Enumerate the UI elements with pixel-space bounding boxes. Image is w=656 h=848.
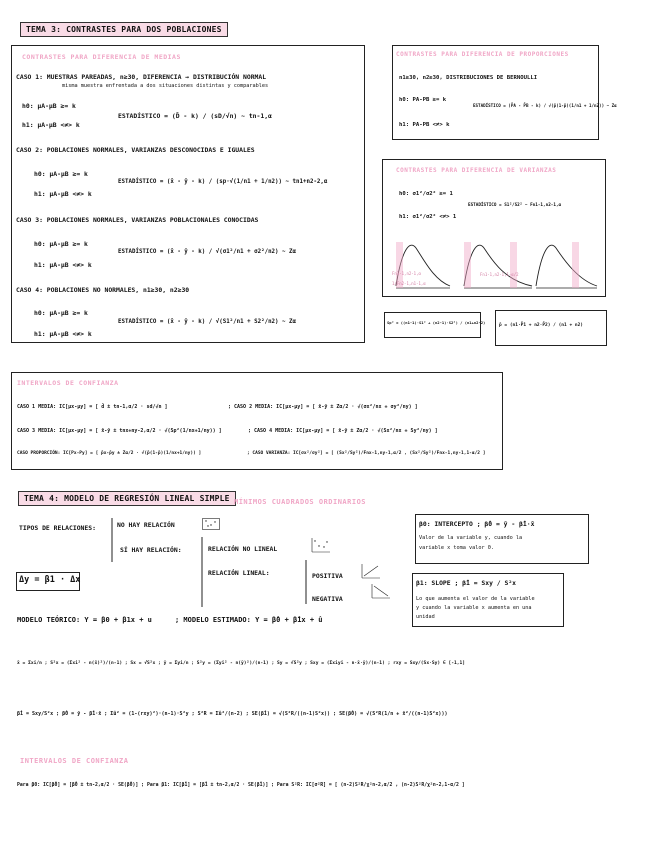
caso4-label: CASO 4: POBLACIONES NO NORMALES, n1≥30, n2≥30	[16, 286, 190, 294]
slope-title: β1: SLOPE ; β̂1 = Sxy / S²x	[416, 579, 517, 587]
var-h1: h1: σ1²/σ2² <≠> 1	[399, 214, 457, 220]
tipos-relaciones: TIPOS DE RELACIONES:	[19, 524, 96, 532]
caso2-label: CASO 2: POBLACIONES NORMALES, VARIANZAS DESCONOCIDAS E IGUALES	[16, 146, 255, 154]
scatter-none-icon	[202, 518, 220, 530]
caso4-stat: ESTADÍSTICO = (x̄ - ȳ - k) / √(S1²/n1 + S2²/n2) ~ Zα	[118, 319, 296, 325]
var-label-low: 1/Fn2-1,n1-1,α	[392, 281, 426, 286]
proporciones-heading: CONTRASTES PARA DIFERENCIA DE PROPORCIONES	[396, 51, 569, 58]
modelo-teorico: MODELO TEÓRICO: Y = β0 + β1x + u	[17, 616, 152, 624]
formulas-line2: β̂1 = Sxy/S²x ; β̂0 = ȳ - β̂1·x̄ ; Σû² = (1-(rxy)²)·(n-1)·S²y ; S²R = Σû²/(n-2) ; SE(β̂1) = √(S²R/((n-1)S²x)) ; SE(β̂0) = √(S²R(1/n + x̄²/((n-1)S²x)))	[17, 711, 448, 717]
caso2-h1: h1: μA-μB <≠> k	[34, 190, 92, 198]
tema3-title: TEMA 3: CONTRASTES PARA DOS POBLACIONES	[20, 22, 228, 37]
caso1-h1: h1: μA-μB <≠> k	[22, 121, 80, 129]
prop-h1: h1: PA-PB <≠> k	[399, 122, 450, 128]
caso1-stat: ESTADÍSTICO = (D̄ - k) / (sD/√n) ~ tn-1,α	[118, 112, 272, 120]
var-h0: h0: σ1²/σ2² ≥= 1	[399, 191, 453, 197]
ic-caso3: CASO 3 MEDIA: IC[μx-μy] = [ x̄-ȳ ± tnx+ny-2,α/2 · √(Sp²(1/nx+1/ny)) ]	[17, 428, 222, 434]
var-label-left: Fn1-1,n2-1,α	[392, 271, 421, 276]
intercept-desc1: Valor de la variable y, cuando la	[419, 535, 523, 541]
slope-desc2: y cuando la variable x aumenta en una	[416, 605, 532, 611]
intercept-title: β0: INTERCEPTO ; β̂0 = ȳ - β̂1·x̄	[419, 520, 535, 528]
caso1-h0: h0: μA-μB ≥= k	[22, 102, 76, 110]
sp-formula: Sp² = ((n1-1)·S1² + (n2-1)·S2²) / (n1+n2-2)	[387, 320, 486, 325]
p-pooled-formula: p̂ = (n1·P̂1 + n2·P̂2) / (n1 + n2)	[499, 323, 583, 328]
caso1-label: CASO 1: MUESTRAS PAREADAS, n≥30, DIFERENCIA → DISTRIBUCIÓN NORMAL	[16, 73, 267, 81]
formulas-line1: x̄ = Σxi/n ; S²x = (Σxi² - n(x̄)²)/(n-1) ; Sx = √S²x ; ȳ = Σyi/n ; S²y = (Σyi² - n(ȳ)²)/(n-1) ; Sy = √S²y ; Sxy = (Σxiyi - n·x̄·ȳ)/(n-1) ; rxy = Sxy/(Sx·Sy) ∈ [-1,1]	[17, 661, 466, 666]
scatter-positive-icon	[360, 562, 382, 580]
caso3-stat: ESTADÍSTICO = (x̄ - ȳ - k) / √(σ1²/n1 + σ2²/n2) ~ Zα	[118, 249, 296, 255]
caso3-h0: h0: μA-μB ≥= k	[34, 240, 88, 248]
caso2-h0: h0: μA-μB ≥= k	[34, 170, 88, 178]
ic-caso4: ; CASO 4 MEDIA: IC[μx-μy] = [ x̄-ȳ ± Zα/2 · √(Sx²/nx + Sy²/ny) ]	[248, 428, 438, 434]
delta-formula: Δy = β1 · Δx	[19, 575, 81, 585]
intercept-desc2: variable x toma valor 0.	[419, 545, 494, 551]
var-stat: ESTADÍSTICO = S1²/S2² ~ Fn1-1,n2-1,α	[468, 203, 562, 208]
caso3-h1: h1: μA-μB <≠> k	[34, 261, 92, 269]
prop-stat: ESTADÍSTICO = (P̂A - P̂B - k) / √(p̂(1-p̂)(1/n1 + 1/n2)) ~ Zα	[473, 103, 617, 108]
si-hay-relacion: SÍ HAY RELACIÓN:	[120, 546, 182, 554]
tema4-title: TEMA 4: MODELO DE REGRESIÓN LINEAL SIMPLE	[18, 491, 236, 506]
caso4-h0: h0: μA-μB ≥= k	[34, 309, 88, 317]
caso3-label: CASO 3: POBLACIONES NORMALES, VARIANZAS POBLACIONALES CONOCIDAS	[16, 216, 259, 224]
ic-var: ; CASO VARIANZA: IC[σx²/σy²] = [ (Sx²/Sy²)/Fnx-1,ny-1,α/2 , (Sx²/Sy²)/Fnx-1,ny-1,1-α/2 ]	[247, 451, 486, 456]
prop-line1: n1≥30, n2≥30, DISTRIBUCIONES DE BERNOULLI	[399, 75, 538, 81]
varianzas-heading: CONTRASTES PARA DIFERENCIA DE VARIANZAS	[396, 167, 557, 174]
ic-prop: CASO PROPORCIÓN: IC[Px-Py] = [ p̂x-p̂y ± Zα/2 · √(p̂(1-p̂)(1/nx+1/ny)) ]	[17, 451, 202, 456]
relacion-no-lineal: RELACIÓN NO LINEAL	[208, 545, 278, 553]
scatter-negative-icon	[370, 582, 392, 600]
sp-box	[384, 312, 481, 338]
tema4-ic-heading: INTERVALOS DE CONFIANZA	[20, 757, 129, 765]
caso2-stat: ESTADÍSTICO = (x̄ - ȳ - k) / (sp·√(1/n1 + 1/n2)) ~ tn1+n2-2,α	[118, 179, 328, 185]
slope-desc1: Lo que aumenta el valor de la variable	[416, 596, 535, 602]
medias-heading: CONTRASTES PARA DIFERENCIA DE MEDIAS	[22, 53, 181, 61]
caso4-h1: h1: μA-μB <≠> k	[34, 330, 92, 338]
slope-desc3: unidad	[416, 614, 435, 620]
ic-heading: INTERVALOS DE CONFIANZA	[17, 379, 119, 387]
tema4-subtitle: MÍNIMOS CUADRADOS ORDINARIOS	[234, 498, 367, 506]
relacion-negativa: NEGATIVA	[312, 595, 343, 603]
var-label-mid: Fn1-1,n2-1,1-α/2	[480, 272, 519, 277]
no-hay-relacion: NO HAY RELACIÓN	[117, 521, 175, 529]
caso1-note: misma muestra enfrentada a dos situaciones distintas y comparables	[62, 83, 269, 89]
scatter-nonlinear-icon	[310, 536, 332, 554]
ic-caso2: ; CASO 2 MEDIA: IC[μx-μy] = [ x̄-ȳ ± Zα/2 · √(σx²/nx + σy²/ny) ]	[228, 404, 418, 410]
modelo-estimado: ; MODELO ESTIMADO: Y = β̂0 + β̂1x + û	[175, 616, 323, 624]
tema4-ic-line: Para β0: IC[β̂0] = [β̂0 ± tn-2,α/2 · SE(β̂0)] ; Para β1: IC[β̂1] = [β̂1 ± tn-2,α/2 · SE(β̂1)] ; Para S²R: IC[σ²R] = [ (n-2)S²R/χ²n-2,α/2 , (n-2)S²R/χ²n-2,1-α/2 ]	[17, 783, 465, 788]
relacion-positiva: POSITIVA	[312, 572, 343, 580]
prop-h0: h0: PA-PB ≥= k	[399, 97, 447, 103]
ic-caso1: CASO 1 MEDIA: IC[μx-μy] = [ d̄ ± tn-1,α/2 · sd/√n ]	[17, 404, 168, 410]
f-distribution-curves	[382, 228, 604, 298]
relacion-lineal: RELACIÓN LINEAL:	[208, 569, 270, 577]
